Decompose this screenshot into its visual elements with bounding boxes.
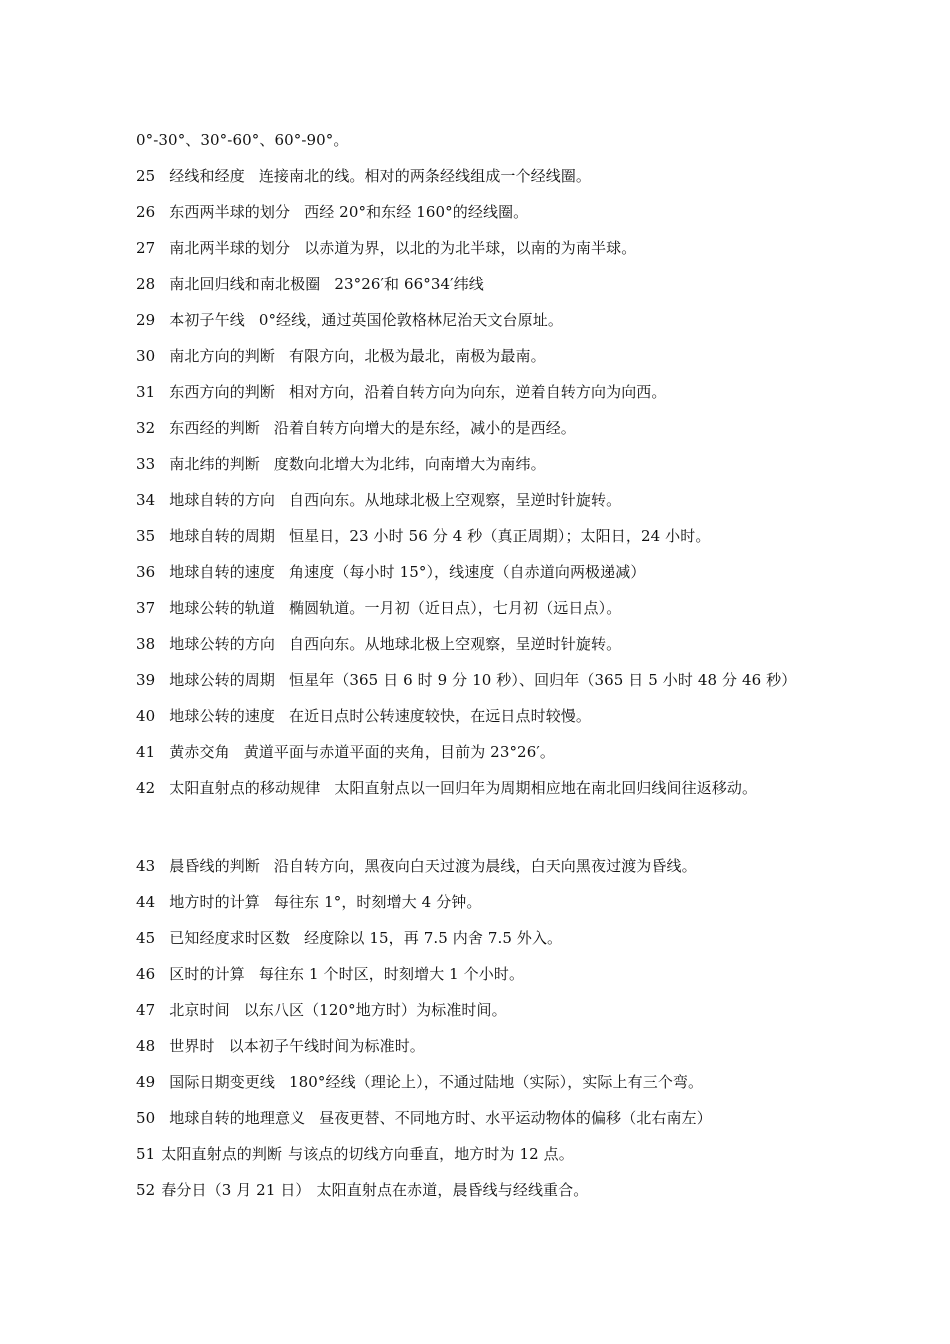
text-line: [136, 698, 916, 734]
item-text: 连接南北的线。相对的两条经线组成一个经线圈。: [258, 167, 592, 185]
text-line: [136, 230, 916, 266]
item-term: 晨昏线的判断: [169, 857, 260, 875]
item-text: 与该点的切线方向垂直，地方时为 12 点。: [288, 1145, 574, 1163]
item-term: 地方时的计算: [169, 893, 260, 911]
text-line: [136, 884, 916, 920]
item-text: 沿着自转方向增大的是东经，减小的是西经。: [273, 419, 576, 437]
item-text: 太阳直射点以一回归年为周期相应地在南北回归线间往返移动。: [334, 779, 758, 797]
item-term: 已知经度求时区数: [169, 929, 291, 947]
item-term: 经线和经度: [169, 167, 245, 185]
item-number: 43: [136, 857, 156, 875]
item-text: 度数向北增大为北纬，向南增大为南纬。: [273, 455, 546, 473]
item-term: 东西两半球的划分: [169, 203, 291, 221]
paragraph-gap: [136, 806, 916, 848]
item-number: 39: [136, 671, 156, 689]
item-term: 南北两半球的划分: [169, 239, 291, 257]
item-term: 北京时间: [169, 1001, 230, 1019]
item-term: 东西方向的判断: [169, 383, 275, 401]
item-text: 0°经线，通过英国伦敦格林尼治天文台原址。: [258, 311, 563, 329]
item-term: 地球公转的周期: [169, 671, 275, 689]
item-number: 47: [136, 1001, 156, 1019]
text-line: [136, 122, 916, 158]
item-number: 34: [136, 491, 156, 509]
item-number: 42: [136, 779, 156, 797]
item-text: 23°26′和 66°34′纬线: [334, 275, 484, 293]
item-number: 38: [136, 635, 156, 653]
text-line: [136, 1028, 916, 1064]
item-term: 区时的计算: [169, 965, 245, 983]
item-term: 国际日期变更线: [169, 1073, 275, 1091]
text-line: [136, 518, 916, 554]
item-number: 51: [136, 1145, 156, 1163]
item-number: 40: [136, 707, 156, 725]
item-number: 37: [136, 599, 156, 617]
item-number: 49: [136, 1073, 156, 1091]
item-text: 每往东 1 个时区，时刻增大 1 个小时。: [258, 965, 525, 983]
text-line: [136, 194, 916, 230]
item-term: 地球自转的速度: [169, 563, 275, 581]
item-number: 41: [136, 743, 156, 761]
text-line: [136, 1100, 916, 1136]
item-term: 地球自转的地理意义: [169, 1109, 306, 1127]
text-line: [136, 992, 916, 1028]
item-text: 经度除以 15，再 7.5 内舍 7.5 外入。: [304, 929, 563, 947]
text-line: [136, 410, 916, 446]
item-term: 东西经的判断: [169, 419, 260, 437]
item-text: 相对方向，沿着自转方向为向东，逆着自转方向为向西。: [289, 383, 667, 401]
item-text: 角速度（每小时 15°），线速度（自赤道向两极递减）: [289, 563, 646, 581]
item-text: 椭圆轨道。一月初（近日点），七月初（远日点）。: [289, 599, 622, 617]
item-term: 南北回归线和南北极圈: [169, 275, 321, 293]
item-text: 以赤道为界，以北的为北半球，以南的为南半球。: [304, 239, 637, 257]
text-line: [136, 482, 916, 518]
text-line: [136, 266, 916, 302]
text-line: [136, 848, 916, 884]
text-line: [136, 1136, 916, 1172]
item-term: 地球自转的方向: [169, 491, 275, 509]
item-number: 26: [136, 203, 156, 221]
item-term: 太阳直射点的判断: [161, 1145, 283, 1163]
text-line: [136, 554, 916, 590]
item-number: 50: [136, 1109, 156, 1127]
text-line: [136, 374, 916, 410]
item-term: 太阳直射点的移动规律: [169, 779, 321, 797]
item-number: 35: [136, 527, 156, 545]
item-text: 西经 20°和东经 160°的经线圈。: [304, 203, 529, 221]
item-text: 恒星年（365 日 6 时 9 分 10 秒）、回归年（365 日 5 小时 48 分 46 秒）: [289, 671, 797, 689]
text-line: [136, 302, 916, 338]
item-term: 世界时: [169, 1037, 215, 1055]
item-term: 地球公转的速度: [169, 707, 275, 725]
text-line: [136, 626, 916, 662]
item-number: 44: [136, 893, 156, 911]
item-number: 30: [136, 347, 156, 365]
item-number: 29: [136, 311, 156, 329]
item-text: 黄道平面与赤道平面的夹角，目前为 23°26′。: [243, 743, 555, 761]
item-text: 昼夜更替、不同地方时、水平运动物体的偏移（北右南左）: [319, 1109, 712, 1127]
text-line: [136, 734, 916, 770]
text-line: [136, 770, 916, 806]
item-text: 沿自转方向，黑夜向白天过渡为晨线，白天向黑夜过渡为昏线。: [273, 857, 697, 875]
item-text: 自西向东。从地球北极上空观察，呈逆时针旋转。: [289, 491, 622, 509]
item-text: 有限方向，北极为最北，南极为最南。: [289, 347, 546, 365]
item-number: 31: [136, 383, 156, 401]
document-content: [136, 122, 916, 1208]
item-text: 以本初子午线时间为标准时。: [228, 1037, 425, 1055]
item-number: 36: [136, 563, 156, 581]
item-number: 48: [136, 1037, 156, 1055]
text-line: [136, 1064, 916, 1100]
item-number: 32: [136, 419, 156, 437]
item-text: 180°经线（理论上），不通过陆地（实际），实际上有三个弯。: [289, 1073, 704, 1091]
item-term: 地球公转的轨道: [169, 599, 275, 617]
item-term: 春分日（3 月 21 日）: [161, 1181, 311, 1199]
item-text: 太阳直射点在赤道，晨昏线与经线重合。: [316, 1181, 589, 1199]
item-term: 南北方向的判断: [169, 347, 275, 365]
item-number: 52: [136, 1181, 156, 1199]
text-line: [136, 1172, 916, 1208]
item-text: 每往东 1°，时刻增大 4 分钟。: [273, 893, 482, 911]
item-text: 在近日点时公转速度较快，在远日点时较慢。: [289, 707, 592, 725]
item-text: 恒星日，23 小时 56 分 4 秒（真正周期）；太阳日，24 小时。: [289, 527, 711, 545]
item-number: 45: [136, 929, 156, 947]
item-term: 地球公转的方向: [169, 635, 275, 653]
item-term: 本初子午线: [169, 311, 245, 329]
item-term: 南北纬的判断: [169, 455, 260, 473]
item-term: 地球自转的周期: [169, 527, 275, 545]
text-line: [136, 158, 916, 194]
item-number: 25: [136, 167, 156, 185]
text-line: [136, 338, 916, 374]
item-text: 自西向东。从地球北极上空观察，呈逆时针旋转。: [289, 635, 622, 653]
item-number: 46: [136, 965, 156, 983]
text-line: [136, 590, 916, 626]
item-number: 33: [136, 455, 156, 473]
text-line: [136, 956, 916, 992]
item-text: 以东八区（120°地方时）为标准时间。: [243, 1001, 507, 1019]
text-line: [136, 662, 916, 698]
item-term: 黄赤交角: [169, 743, 230, 761]
item-number: 27: [136, 239, 156, 257]
text-line: [136, 446, 916, 482]
text-line: [136, 920, 916, 956]
item-text: 0°-30°、30°-60°、60°-90°。: [136, 131, 349, 149]
item-number: 28: [136, 275, 156, 293]
